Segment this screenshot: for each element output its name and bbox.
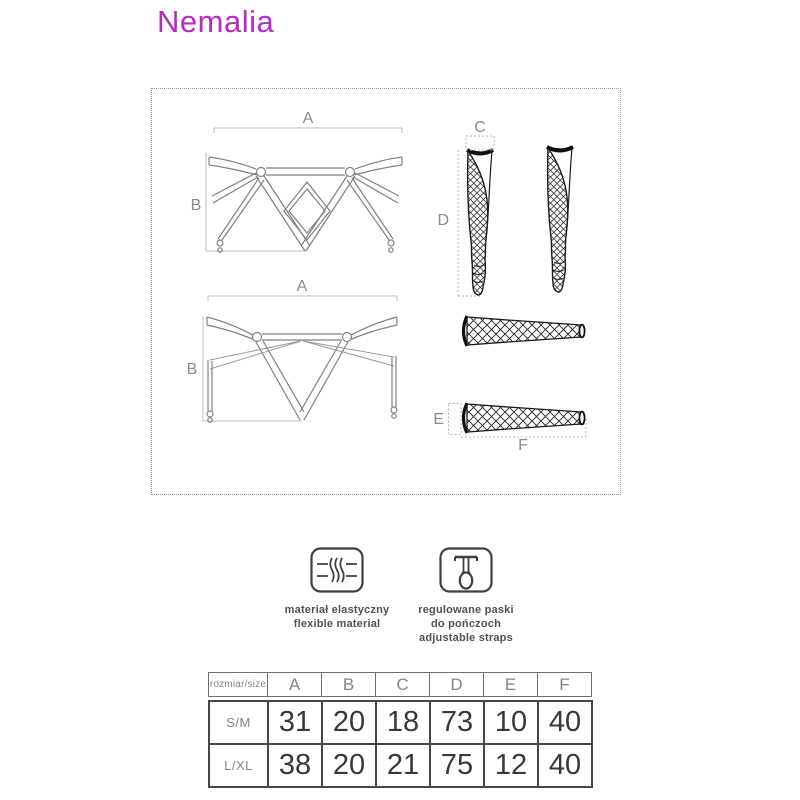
size-cell: 20 bbox=[322, 701, 376, 744]
size-table-header-cell: F bbox=[538, 673, 592, 697]
size-cell: 10 bbox=[484, 701, 538, 744]
size-cell: 75 bbox=[430, 744, 484, 787]
feature-straps-caption bbox=[396, 603, 536, 645]
size-cell: 40 bbox=[538, 744, 592, 787]
caption-line: flexible material bbox=[293, 618, 381, 630]
stocking-pair bbox=[458, 136, 573, 296]
table-row bbox=[209, 744, 592, 787]
feature-elastic-caption bbox=[267, 603, 407, 631]
caption-line: do pończoch bbox=[430, 618, 502, 630]
size-label: S/M bbox=[209, 701, 268, 744]
caption-line: regulowane paski bbox=[418, 604, 514, 616]
size-table-header bbox=[208, 672, 592, 697]
caption-line: adjustable straps bbox=[419, 632, 513, 644]
caption-line: materiał elastyczny bbox=[284, 604, 390, 616]
size-table-header-cell: C bbox=[376, 673, 430, 697]
diagram-panel bbox=[151, 88, 621, 495]
size-cell: 73 bbox=[430, 701, 484, 744]
dim-label-cuff-height: E bbox=[433, 411, 444, 428]
stocking-cuff-top bbox=[464, 316, 585, 346]
dim-label-back-width: A bbox=[296, 278, 308, 295]
adjustable-straps-icon bbox=[438, 546, 494, 594]
size-cell: 12 bbox=[484, 744, 538, 787]
stocking-cuff-bottom bbox=[464, 403, 585, 433]
elastic-material-icon bbox=[309, 546, 365, 594]
size-table-header-cell: B bbox=[322, 673, 376, 697]
dim-label-front-height: B bbox=[190, 197, 202, 214]
dim-label-stocking-length: D bbox=[437, 212, 449, 229]
size-table-header-cell: A bbox=[268, 673, 322, 697]
size-cell: 21 bbox=[376, 744, 430, 787]
size-table-header-cell: D bbox=[430, 673, 484, 697]
size-label: L/XL bbox=[209, 744, 268, 787]
product-title: Nemalia bbox=[157, 4, 275, 39]
size-cell: 38 bbox=[268, 744, 322, 787]
header-row bbox=[209, 673, 592, 697]
dim-label-front-width: A bbox=[302, 110, 314, 127]
technical-drawing bbox=[152, 89, 620, 494]
size-table-header-cell: E bbox=[484, 673, 538, 697]
dim-label-stocking-top: C bbox=[474, 119, 486, 136]
size-cell: 20 bbox=[322, 744, 376, 787]
size-table-header-cell: rozmiar/size bbox=[209, 673, 268, 697]
table-row bbox=[209, 701, 592, 744]
size-table bbox=[208, 700, 593, 788]
dim-label-cuff-length: F bbox=[518, 437, 528, 454]
garter-back-view bbox=[203, 296, 397, 422]
dim-label-back-height: B bbox=[186, 361, 198, 378]
size-cell: 31 bbox=[268, 701, 322, 744]
size-cell: 18 bbox=[376, 701, 430, 744]
garter-front-view bbox=[206, 128, 402, 252]
size-cell: 40 bbox=[538, 701, 592, 744]
